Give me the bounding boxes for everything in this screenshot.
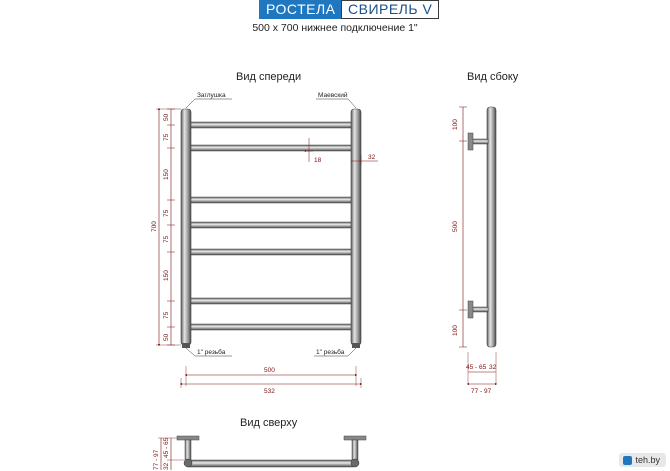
segment-label: 75: [163, 133, 170, 141]
segment-label: 150: [163, 270, 170, 281]
top-depth-range-label: 45 - 65: [163, 437, 170, 458]
right-thread: [352, 343, 360, 348]
right-riser: [351, 109, 361, 345]
brand-label: РОСТЕЛА: [259, 0, 342, 19]
top-view-title: Вид сверху: [240, 417, 298, 429]
product-subtitle: 500 х 700 нижнее подключение 1": [252, 22, 418, 34]
top-bracket-left: [185, 440, 191, 460]
plug-label: Заглушка: [197, 92, 226, 99]
segment-label: 75: [163, 311, 170, 319]
rung: [188, 249, 354, 255]
side-pipe-label: 32: [489, 364, 497, 371]
side-middle-label: 500: [452, 221, 459, 232]
watermark-text: teh.by: [635, 455, 660, 465]
model-label: СВИРЕЛЬ V: [341, 0, 439, 19]
rung: [188, 298, 354, 304]
front-view-title: Вид спереди: [236, 71, 302, 83]
segment-label: 75: [163, 235, 170, 243]
wall-bracket: [473, 139, 488, 144]
wall-bracket: [473, 307, 488, 312]
center-distance-label: 500: [264, 367, 275, 374]
top-flange-right: [344, 436, 366, 440]
wall-flange: [468, 133, 473, 150]
overall-width-label: 532: [264, 388, 275, 395]
rung: [188, 197, 354, 203]
segment-label: 50: [163, 113, 170, 121]
side-view-title: Вид сбоку: [467, 71, 519, 83]
side-pipe: [487, 107, 496, 347]
left-riser: [181, 109, 191, 345]
top-bracket-right: [352, 440, 358, 460]
rung-offset-label: 18: [314, 157, 322, 164]
front-view: [151, 91, 378, 395]
segment-label: 50: [163, 333, 170, 341]
side-top-offset-label: 100: [452, 119, 459, 130]
side-total-depth-label: 77 - 97: [471, 388, 492, 395]
pipe-diameter-label: 32: [368, 154, 376, 161]
left-thread: [182, 343, 190, 348]
watermark: [619, 453, 666, 467]
top-rail: [186, 460, 356, 467]
top-pipe-label: 32: [163, 462, 170, 470]
rung: [188, 145, 354, 151]
top-total-depth-label: 77 - 97: [153, 449, 160, 470]
side-view: [452, 107, 497, 395]
mayevsky-label: Маевский: [318, 92, 348, 99]
thread-left-label: 1" резьба: [197, 349, 226, 356]
top-flange-left: [177, 436, 199, 440]
wall-flange: [468, 301, 473, 318]
rung: [188, 324, 354, 330]
rung: [188, 222, 354, 228]
site-logo-icon: [623, 456, 632, 465]
thread-right-label: 1" резьба: [316, 349, 345, 356]
side-bottom-offset-label: 100: [452, 325, 459, 336]
segment-label: 150: [163, 169, 170, 180]
rung: [188, 122, 354, 128]
height-700-label: 700: [151, 221, 158, 232]
side-depth-range-label: 45 - 65: [466, 364, 487, 371]
top-view: [153, 436, 366, 470]
segment-label: 75: [163, 209, 170, 217]
